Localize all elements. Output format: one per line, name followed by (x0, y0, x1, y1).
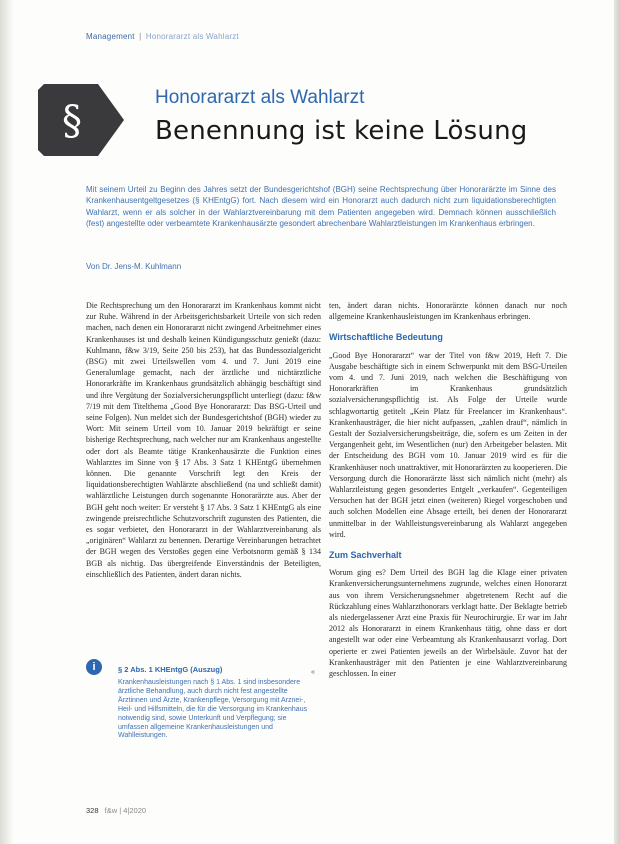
section-heading-economic: Wirtschaftliche Bedeutung (329, 332, 443, 343)
runhead-separator: | (139, 32, 142, 41)
column1-body: Die Rechtsprechung um den Honorararzt im Krankenhaus kommt nicht zur Ruhe. Während in der Arbeitsgerichtsbarkeit Urteile von sich reden machen, nach denen ein Honorararzt nicht zwingend Arbeitnehmer eines Krankenhauses ist und deshalb keinen Kündigungsschutz genießt (dazu: Kuhlmann, f&w 3/19, Seite 250 bis 253), hat das Bundessozialgericht (BSG) mit zwei Urteilswellen vom 4. und 7. Juni 2019 eine Generalumlage gemacht, nach der ärztliche und nichtärztliche Honorarkräfte im Krankenhaus grundsätzlich abhängig beschäftigt sind und ihre Vergütung der Sozialversicherungspflicht unterliegt (dazu: f&w 7/19 mit dem Titelthema „Good Bye Honorararzt: Das BSG-Urteil und seine Folgen). Nun meldet sich der Bundesgerichtshof (BGH) wieder zu Wort: Mit seinem Urteil vom 10. Januar 2019 bekräftigt er seine bisherige Rechtsprechung, nach welcher nur am Krankenhaus angestellte oder dort als Beamte tätige Krankenhausärzte die Funktion eines Wahlarztes im Sinne von § 17 Abs. 3 Satz 1 KHEntgG übernehmen können. Die genannte Vorschrift legt den Kreis der liquidationsberechtigten Wahlärzte abschließend (na und schließt damit) wahlärztliche Leistungen durch sogenannte Honorarärzte aus. Aber der BGH geht noch weiter: Er versteht § 17 Abs. 3 Satz 1 KHEntgG als eine zwingende preisrechtliche Schutzvorschrift zugunsten des Patienten, die es sogar verbietet, den Honorararzt in der Wahlarztvereinbarung als „originären“ Wahlarzt zu benennen. Derartige Vereinbarungen betrachtet der BGH wegen des Verstoßes gegen eine Verbotsnorm gemäß § 134 BGB als nichtig. Das übergreifende Einverständnis der Beteiligten, einschließlich des Patienten, ändert daran nichts. (86, 301, 321, 579)
article-title: Benennung ist keine Lösung (155, 116, 528, 146)
infobox-title: § 2 Abs. 1 KHEntgG (Auszug) (118, 665, 223, 674)
magazine-issue: f&w | 4|2020 (104, 806, 147, 815)
page-number: 328 (86, 806, 99, 815)
page-footer (86, 806, 146, 815)
article-kicker: Honorararzt als Wahlarzt (155, 87, 365, 108)
section-heading-facts: Zum Sachverhalt (329, 550, 402, 561)
runhead-section: Management (86, 32, 135, 41)
badge-symbol: § (62, 98, 82, 144)
column2-intro: ten, ändert daran nichts. Honorarärzte können danach nur noch allgemeine Krankenhausleistungen im Krankenhaus erbringen. (329, 301, 567, 322)
article-lead: Mit seinem Urteil zu Beginn des Jahres setzt der Bundesgerichtshof (BGH) seine Rechtsprechung über Honorarärzte im Sinne des Krankenhausentgeltgesetzes (§ KHEntgG) fort. Nach diesem wird ein Honorarzt auch dadurch nicht zum liquidationsberechtigten Wahlarzt, wenn er als solcher in der Wahlarztvereinbarung mit dem Patienten angegeben wird. Demnach können ausschließlich (fest) angestellte oder verbeamtete Krankenhausärzte gesondert abrechenbare Wahlarztleistungen im Krankenhaus erbringen. (86, 185, 556, 229)
infobox-text: Krankenhausleistungen nach § 1 Abs. 1 sind insbesondere ärztliche Behandlung, auch durch nicht fest angestellte Ärztinnen und Ärzte, Krankenpflege, Versorgung mit Arznei-, Heil- und Hilfsmitteln, die für die Versorgung im Krankenhaus notwendig sind, sowie Unterkunft und Verpflegung; sie umfassen allgemeine Krankenhausleistungen und Wahlleistungen. (118, 679, 308, 740)
paragraph-badge-icon (38, 84, 124, 156)
text-column-right (329, 300, 567, 679)
info-icon: i (86, 659, 102, 675)
page-edge (614, 0, 620, 844)
infobox-mark: « (311, 669, 315, 676)
section-body-economic: „Good Bye Honorararzt“ war der Titel von f&w 2019, Heft 7. Die Ausgabe beschäftigte sich in einem Schwerpunkt mit dem BSG-Urteilen vom 4. und 7. Juni 2019, nach welchen die Beschäftigung von Honorarkräften im Krankenhaus grundsätzlich sozialversicherungspflichtig ist. Als Folge der Urteile wurde schlagwortartig getitelt „Kein Platz für Freelancer im Krankenhaus“. Krankenhausträger, die hier nicht aufpassen, „zahlen drauf“, nämlich in Gestalt der Sozialversicherungsbeiträge, die, sofern es um Zeiten in der Vergangenheit geht, im Wesentlichen (nur) den Arbeitgeber belasten. Mit der Entscheidung des BGH vom 10. Januar 2019 wird es für die Krankenhäuser noch unattraktiver, mit Honorarärzten zu kooperieren. Die Versorgung durch die Honorarärzte lässt sich nämlich nicht (mehr) als Wahlarztleistung gegen gesondertes Entgelt „verkaufen“. Gegenteiligen Versuchen hat der BGH jetzt einen (weiteren) Riegel vorgeschoben und auch solchen Modellen eine Absage erteilt, bei denen der Honorararzt unmittelbar in der Wahlleistungsvereinbarung als Wahlarzt angegeben wird. (329, 350, 567, 539)
text-column-left (86, 300, 321, 646)
section-body-facts: Worum ging es? Dem Urteil des BGH lag die Klage einer privaten Krankenversicherungsunternehmens zugrunde, welches einen Honorarzt aus von ihrem Versicherungsnehmer abgetretenem Recht auf die Rückzahlung eines Wahlarzthonorars verklagt hatte. Der Beklagte betrieb als niedergelassener Arzt eine Praxis für Neurochirurgie. Er war im Jahr 2012 als Honorararzt in einem Krankenhaus tätig, ohne dass er dort angestellt war oder eine Verbeamtung als Krankenhausarzt vorlag. Dort operierte er zwei Patienten jeweils an der Wirbelsäule. Zuvor hat der Krankenhausträger mit den Patienten je eine Wahlarztvereinbarung geschlossen. In einer (329, 568, 567, 679)
running-header (86, 32, 239, 41)
binding-shadow (0, 0, 14, 844)
legal-infobox (86, 655, 318, 750)
runhead-topic: Honorararzt als Wahlarzt (145, 32, 239, 41)
author-line: Von Dr. Jens-M. Kuhlmann (86, 262, 182, 271)
